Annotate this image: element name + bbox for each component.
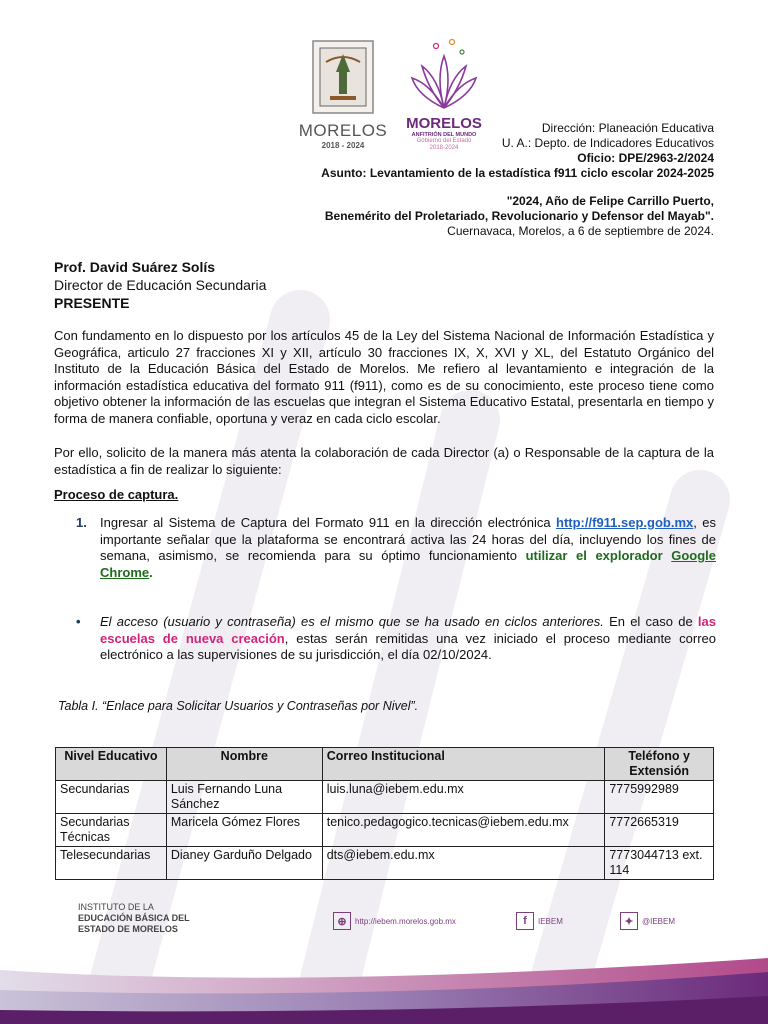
cell-nombre: Maricela Gómez Flores — [166, 814, 322, 847]
col-header-telefono: Teléfono y Extensión — [605, 748, 714, 781]
inst-line-1: INSTITUTO DE LA — [78, 902, 154, 912]
footer-twitter[interactable] — [620, 912, 675, 930]
direccion: Dirección: Planeación Educativa — [541, 121, 714, 135]
section-title: Proceso de captura. — [54, 487, 179, 502]
table-header-row — [56, 748, 714, 781]
cell-correo: dts@iebem.edu.mx — [322, 847, 605, 880]
twitter-icon: ✦ — [620, 912, 638, 930]
cell-telefono: 7772665319 — [605, 814, 714, 847]
table-row — [56, 847, 714, 880]
motto-line-2: Benemérito del Proletariado, Revolucionario y Defensor del Mayab". — [324, 209, 714, 223]
cell-telefono: 7775992989 — [605, 781, 714, 814]
gov-logo-name: MORELOS — [406, 115, 482, 132]
item2-italic: El acceso (usuario y contraseña) es el mismo que se ha usado en ciclos anteriores. — [100, 614, 604, 629]
list-item-2-text — [100, 614, 716, 664]
oficio-number: Oficio: DPE/2963-2/2024 — [577, 151, 714, 165]
footer-facebook[interactable] — [516, 912, 563, 930]
browser-name: Google Chrome — [100, 548, 716, 580]
addressee-title: Director de Educación Secundaria — [54, 277, 267, 293]
state-logo-years: 2018 - 2024 — [321, 141, 365, 150]
list-item-1 — [76, 515, 716, 581]
body-paragraph-1: Con fundamento en lo dispuesto por los artículos 45 de la Ley del Sistema Nacional de Información Estadística y Geográfica, articulo 27 fracciones XI y XII, artículo 30 fracciones IX, X, XVI y XL, del Estatuto Orgánico del Instituto de la Educación Básica del Estado de Morelos. Me refiero al levantamiento e integración de la información estadística educativa del formato 911 (f911), como es de su conocimiento, este proceso tiene como objetivo obtener la información de las escuelas que integran el Sistema Educativo Estatal, presentarla en tiempo y forma de manera confiable, oportuna y veraz en cada ciclo escolar. — [54, 328, 714, 426]
web-url: http://iebem.morelos.gob.mx — [355, 916, 456, 926]
unidad-administrativa: U. A.: Depto. de Indicadores Educativos — [501, 136, 714, 150]
body-paragraph-2: Por ello, solicito de la manera más atenta la colaboración de cada Director (a) o Responsable de la captura de la estadística a fin de realizar lo siguiente: — [54, 445, 714, 477]
cell-nivel: Telesecundarias — [56, 847, 167, 880]
flower-logo-icon — [408, 38, 480, 114]
gov-logo-sub: Gobierno del Estado — [416, 138, 472, 145]
place-date: Cuernavaca, Morelos, a 6 de septiembre de 2024. — [447, 224, 714, 238]
cell-telefono: 7773044713 ext. 114 — [605, 847, 714, 880]
letter-header — [321, 121, 714, 181]
footer-color-band — [0, 950, 768, 1024]
cell-correo: tenico.pedagogico.tecnicas@iebem.edu.mx — [322, 814, 605, 847]
item2-text-a: En el caso de — [603, 614, 698, 629]
year-motto — [325, 194, 714, 239]
inst-line-2: EDUCACIÓN BÁSICA DEL — [78, 913, 190, 923]
col-header-nivel: Nivel Educativo — [56, 748, 167, 781]
f911-link[interactable]: http://f911.sep.gob.mx — [556, 515, 694, 530]
cell-nombre: Dianey Garduño Delgado — [166, 847, 322, 880]
addressee-name: Prof. David Suárez Solís — [54, 259, 216, 275]
list-item-2 — [76, 614, 716, 664]
twitter-handle: @IEBEM — [642, 916, 676, 926]
col-header-correo: Correo Institucional — [322, 748, 605, 781]
gov-logo-years: 2018-2024 — [429, 144, 459, 151]
state-shield-icon — [312, 40, 374, 114]
item2-text-b: , estas serán remitidas una vez iniciado el proceso mediante correo electrónico a las supervisiones de su jurisdicción, el día 02/10/2024. — [100, 630, 716, 662]
bullet-icon: • — [76, 614, 81, 629]
facebook-icon: f — [516, 912, 534, 930]
new-schools-highlight: las escuelas de nueva creación — [100, 614, 716, 646]
facebook-handle: IEBEM — [538, 916, 563, 926]
item1-text-c: . — [149, 564, 153, 580]
cell-nombre: Luis Fernando Luna Sánchez — [166, 781, 322, 814]
list-item-1-text — [100, 515, 716, 581]
table-caption: Tabla I. “Enlace para Solicitar Usuarios y Contraseñas por Nivel”. — [58, 699, 419, 713]
inst-line-3: ESTADO DE MORELOS — [78, 924, 178, 934]
item1-text-b: , es importante señalar que la plataforma se encontrará activa las 24 horas del día, incluyendo los fines de semana, asimismo, se recomienda para su óptimo funcionamiento — [100, 515, 716, 563]
gov-logo-tagline: ANFITRIÓN DEL MUNDO — [411, 132, 477, 138]
presente: PRESENTE — [54, 295, 130, 311]
cell-nivel: Secundarias Técnicas — [56, 814, 167, 847]
cell-correo: luis.luna@iebem.edu.mx — [322, 781, 605, 814]
cell-nivel: Secundarias — [56, 781, 167, 814]
state-logo-name: MORELOS — [298, 121, 388, 140]
addressee-block — [54, 258, 266, 312]
list-number: 1. — [76, 515, 87, 530]
table-row — [56, 781, 714, 814]
asunto: Asunto: Levantamiento de la estadística f911 ciclo escolar 2024-2025 — [321, 166, 714, 180]
col-header-nombre: Nombre — [166, 748, 322, 781]
footer-web[interactable] — [333, 912, 456, 930]
globe-icon: ⊕ — [333, 912, 351, 930]
footer-institution — [78, 902, 190, 935]
item1-emphasis: utilizar el explorador — [525, 548, 672, 563]
item1-text-a: Ingresar al Sistema de Captura del Formato 911 en la dirección electrónica — [100, 515, 557, 530]
motto-line-1: "2024, Año de Felipe Carrillo Puerto, — [506, 194, 714, 208]
table-row — [56, 814, 714, 847]
contacts-table — [55, 747, 714, 880]
